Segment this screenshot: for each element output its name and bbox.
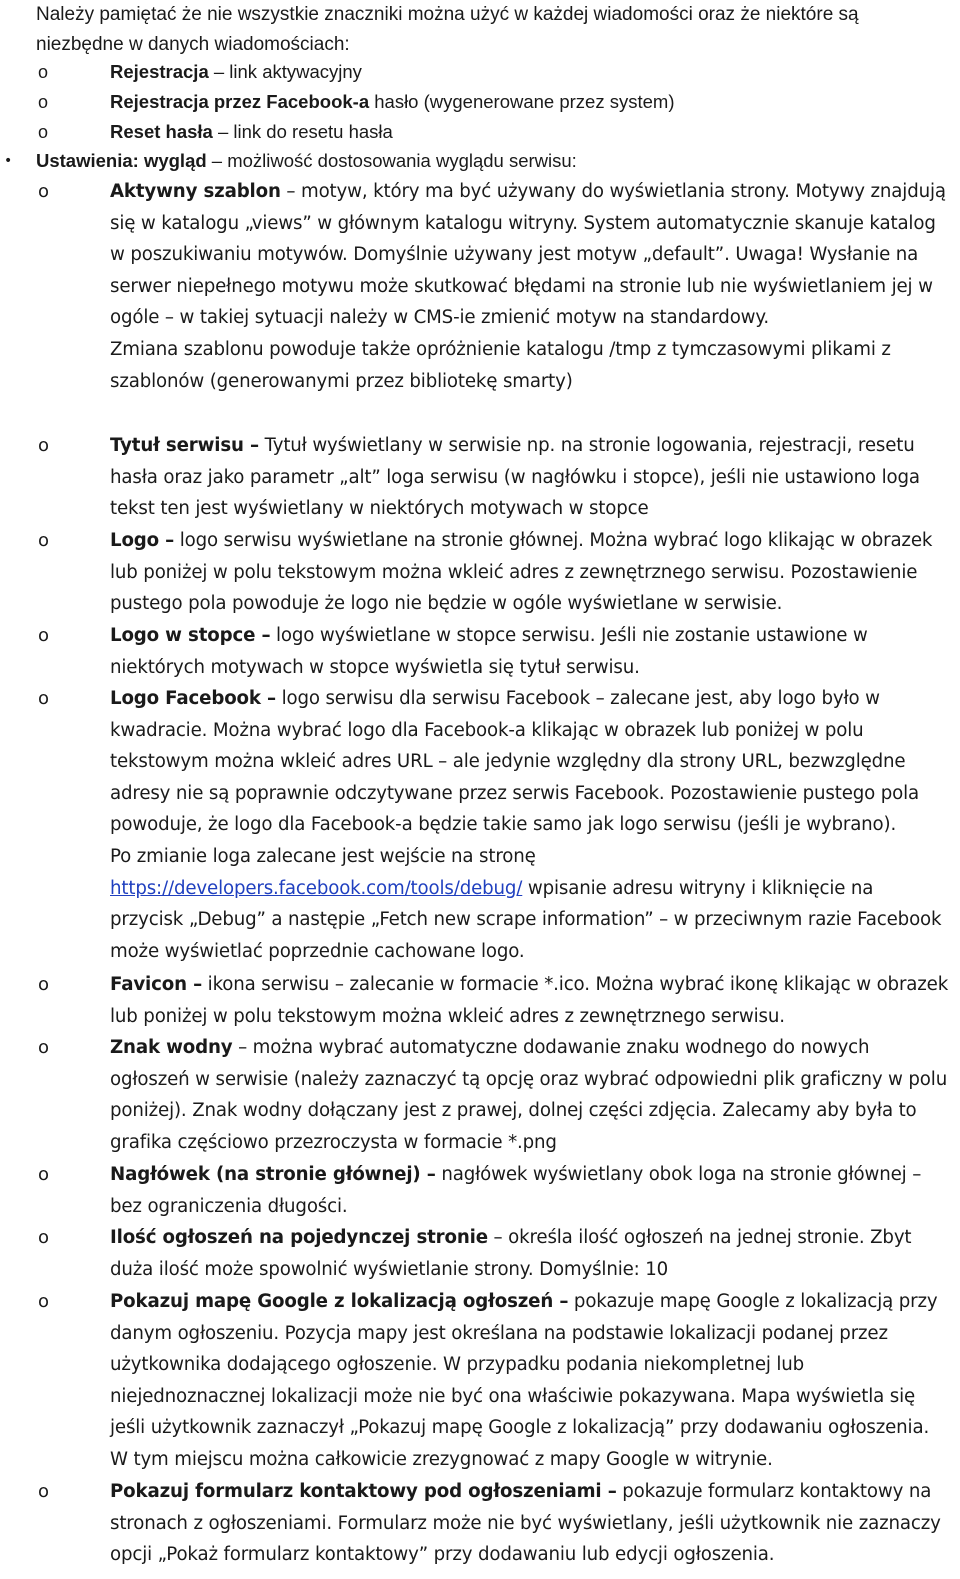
item-aktywny-szablon [110, 176, 952, 397]
section-term: Ustawienia: wygląd [36, 150, 207, 171]
item-znak-wodny [110, 1032, 952, 1158]
item-term: Pokazuj formularz kontaktowy pod ogłoszeniami – [110, 1481, 617, 1502]
list-marker: o [38, 181, 50, 202]
item-description: pokazuje mapę Google z lokalizacją przy danym ogłoszeniu. Pozycja mapy jest określana na podstawie lokalizacji podanej przez użytkownika dodającego ogłoszenie. W przypadku podania niekompletnej lub niejednoznacznej lokalizacji może nie być ona właściwie pokazywana. Mapa wyświetla się jeśli użytkownik zaznaczył „Pokazuj mapę Google z lokalizacją” przy dodawaniu ogłoszenia. W tym miejscu można całkowicie zrezygnować z mapy Google w witrynie. [110, 1291, 938, 1470]
item-term: Rejestracja przez Facebook-a [110, 91, 370, 112]
item-description: – określa ilość ogłoszeń na jednej stronie. Zbyt duża ilość może spowolnić wyświetlanie strony. Domyślnie: 10 [110, 1227, 912, 1280]
list-marker: o [38, 1164, 50, 1185]
item-term: Tytuł serwisu – [110, 435, 259, 456]
item-description: – można wybrać automatyczne dodawanie znaku wodnego do nowych ogłoszeń w serwisie (należy zaznaczyć tą opcję oraz wybrać odpowiedni plik graficzny w polu poniżej). Znak wodny dołączany jest z prawej, dolnej części zdjęcia. Zalecamy aby była to grafika częściowo przezroczysta w formacie *.png [110, 1037, 948, 1153]
list-marker: o [38, 1291, 50, 1312]
item-description: ikona serwisu – zalecanie w formacie *.ico. Można wybrać ikonę klikając w obrazek lub poniżej w polu tekstowym można wkleić adres z zewnętrznego serwisu. [110, 974, 949, 1027]
section-description: – możliwość dostosowania wyglądu serwisu: [206, 150, 577, 171]
item-tytul-serwisu [110, 430, 952, 525]
email-item-rejestracja-facebook [110, 87, 952, 117]
item-term: Favicon – [110, 974, 203, 995]
item-note: Po zmianie loga zalecane jest wejście na stronę [110, 845, 536, 867]
item-term: Znak wodny [110, 1037, 233, 1058]
email-item-rejestracja [110, 57, 952, 87]
list-marker: o [38, 1227, 50, 1248]
list-marker: o [38, 435, 50, 456]
item-term: Ilość ogłoszeń na pojedynczej stronie [110, 1227, 488, 1248]
list-marker: o [38, 974, 50, 995]
intro-paragraph: Należy pamiętać że nie wszystkie znaczniki można użyć w każdej wiadomości oraz że niektóre są niezbędne w danych wiadomościach: [36, 4, 859, 55]
item-naglowek [110, 1159, 952, 1222]
item-description: hasło (wygenerowane przez system) [369, 91, 675, 112]
item-logo [110, 525, 952, 620]
item-term: Aktywny szablon [110, 181, 281, 202]
list-marker: o [38, 530, 50, 551]
item-description: logo serwisu wyświetlane na stronie głównej. Można wybrać logo klikając w obrazek lub poniżej w polu tekstowym można wkleić adres z zewnętrznego serwisu. Pozostawienie pustego pola powoduje że logo nie będzie w ogóle wyświetlane w serwisie. [110, 530, 933, 615]
list-marker: o [38, 92, 49, 112]
item-logo-facebook [110, 683, 952, 967]
item-term: Logo – [110, 530, 175, 551]
item-note: Zmiana szablonu powoduje także opróżnienie katalogu /tmp z tymczasowymi plikami z szablonów (generowanymi przez bibliotekę smarty) [110, 338, 891, 392]
list-marker: o [38, 625, 50, 646]
item-description: Tytuł wyświetlany w serwisie np. na stronie logowania, rejestracji, resetu hasła oraz jako parametr „alt” loga serwisu (w nagłówku i stopce), jeśli nie ustawiono loga tekst ten jest wyświetlany w niektórych motywach w stopce [110, 435, 920, 520]
bullet-marker: • [4, 153, 13, 169]
item-description: logo serwisu dla serwisu Facebook – zalecane jest, aby logo było w kwadracie. Można wybrać logo dla Facebook-a klikając w obrazek lub poniżej w polu tekstowym można wkleić adres URL – ale jedynie względny dla strony URL, bezwzględne adresy nie są poprawnie odczytywane przez serwis Facebook. Pozostawienie pustego pola powoduje, że logo dla Facebook-a będzie takie samo jak logo serwisu (jeśli je wybrano). [110, 688, 920, 836]
item-formularz-kontaktowy [110, 1476, 952, 1571]
item-description: logo wyświetlane w stopce serwisu. Jeśli nie zostanie ustawione w niektórych motywach w stopce wyświetla się tytuł serwisu. [110, 625, 868, 678]
list-marker: o [38, 688, 50, 709]
item-term: Logo w stopce – [110, 625, 271, 646]
section-ustawienia-wyglad [36, 146, 936, 176]
list-marker: o [38, 1481, 50, 1502]
item-term: Pokazuj mapę Google z lokalizacją ogłoszeń – [110, 1291, 569, 1312]
list-marker: o [38, 1037, 50, 1058]
email-item-reset-hasla [110, 117, 952, 147]
item-note-continued: wpisanie adresu witryny i kliknięcie na przycisk „Debug” a następie „Fetch new scrape information” – w przeciwnym razie Facebook może wyświetlać poprzednie cachowane logo. [110, 877, 942, 962]
item-ilosc-ogloszen [110, 1222, 952, 1285]
item-description: nagłówek wyświetlany obok loga na stronie głównej – bez ograniczenia długości. [110, 1164, 922, 1217]
item-description: – link aktywacyjny [208, 61, 362, 82]
item-mapa-google [110, 1286, 952, 1476]
item-term: Reset hasła [110, 121, 213, 142]
facebook-debug-link[interactable]: https://developers.facebook.com/tools/debug/ [110, 877, 523, 899]
item-term: Nagłówek (na stronie głównej) – [110, 1164, 436, 1185]
item-term: Rejestracja [110, 61, 209, 82]
item-description: – link do resetu hasła [212, 121, 393, 142]
item-description: pokazuje formularz kontaktowy na stronach z ogłoszeniami. Formularz może nie być wyświetlany, jeśli użytkownik nie zaznaczy opcji „Pokaż formularz kontaktowy” przy dodawaniu lub edycji ogłoszenia. [110, 1481, 941, 1566]
item-logo-w-stopce [110, 620, 952, 683]
item-term: Logo Facebook – [110, 688, 276, 709]
item-description: – motyw, który ma być używany do wyświetlania strony. Motywy znajdują się w katalogu „views” w głównym katalogu witryny. System automatycznie skanuje katalog w poszukiwaniu motywów. Domyślnie używany jest motyw „default”. Uwaga! Wysłanie na serwer niepełnego motywu może skutkować błędami na stronie lub nie wyświetlaniem jej w ogóle – w takiej sytuacji należy w CMS-ie zmienić motyw na standardowy. [110, 181, 946, 329]
list-marker: o [38, 62, 49, 82]
list-marker: o [38, 122, 49, 142]
item-favicon [110, 969, 952, 1032]
